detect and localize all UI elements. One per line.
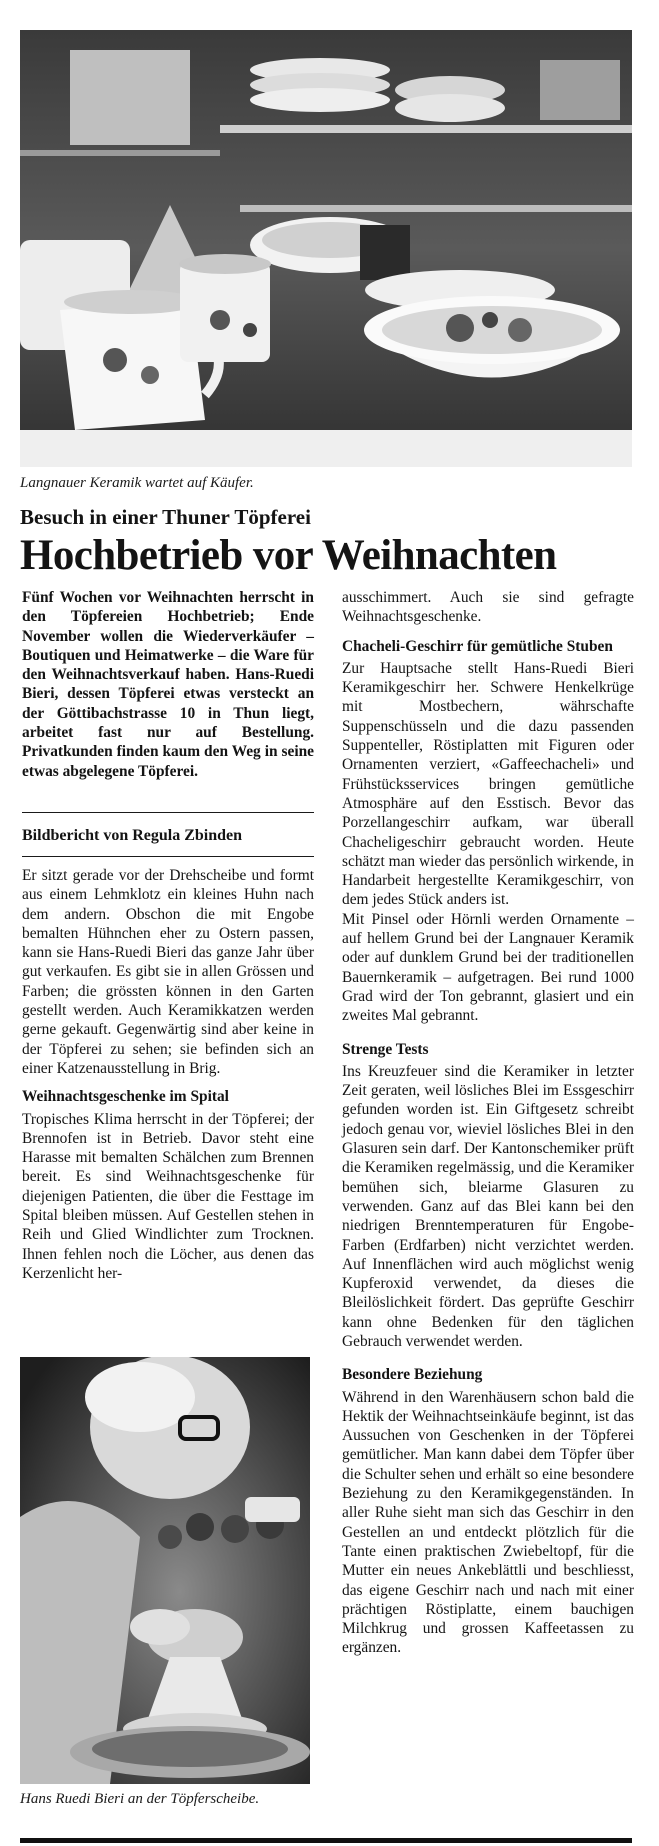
section-heading: Besondere Beziehung (342, 1366, 483, 1384)
section-paragraph: Zur Hauptsache stellt Hans-Ruedi Bieri Keramikgeschirr her. Schwere Henkelkrüge mit Mostbechern, währschafte Suppenschüsseln und die dazu passenden Suppenteller, Röstiplatten mit Figuren oder Ornamenten verziert, «Gaffeechacheli» und Frühstücksservices bringen gemütliche Atmosphäre auf den Esstisch. Bevor das Porzellangeschirr aufkam, war überall Chacheligeschirr gebraucht worden. Heute schätzt man wieder das persönlich wirkende, in Handarbeit hergestellte Keramikgeschirr, von dem jedes Stück anders ist. (342, 659, 634, 909)
pottery-photo (20, 30, 632, 467)
byline: Bildbericht von Regula Zbinden (22, 827, 243, 844)
divider (22, 812, 314, 813)
lead-paragraph: Fünf Wochen vor Weihnachten herrscht in den Töpfereien Hochbetrieb; Ende November wollen die Wiederverkäufer – Boutiquen und Heimatwerke – die Ware für den Weihnachtsverkauf haben. Hans-Ruedi Bieri, dessen Töpferei etwas versteckt an der Göttibachstrasse 10 in Thun liegt, arbeitet fast nur auf Bestellung. Privatkunden finden kaum den Weg in seine etwas abgelegene Töpferei. (22, 589, 314, 780)
left-column-body (22, 866, 314, 1283)
divider (22, 856, 314, 857)
continued-paragraph: ausschimmert. Auch sie sind gefragte Weihnachtsgeschenke. (342, 589, 634, 626)
top-photo-caption: Langnauer Keramik wartet auf Käufer. (20, 475, 254, 491)
headline: Hochbetrieb vor Weihnachten (20, 532, 557, 579)
section-heading: Weihnachtsgeschenke im Spital (22, 1088, 229, 1106)
bottom-border (20, 1838, 632, 1843)
potter-photo (20, 1357, 310, 1784)
intro-paragraph: Er sitzt gerade vor der Drehscheibe und formt aus einem Lehmklotz ein kleines Huhn nach dem andern. Obschon die mit Engobe bemalten Hühnchen eher zu Ostern passen, kann sie Hans-Ruedi Bieri das ganze Jahr über gut verkaufen. Es gibt sie in allen Grössen und Farben; die grössten können in den Garten gestellt werden. Auch Keramikkatzen werden gerne gekauft. Gegenwärtig sind aber keine in der Töpferei zu sehen; sie befinden sich an einer Katzenausstellung in Brig. (22, 867, 314, 1077)
section-paragraph: Mit Pinsel oder Hörnli werden Ornamente – auf hellem Grund bei der Langnauer Keramik oder auf dunklem Grund bei der traditionellen Bauernkeramik – aufgetragen. Bei rund 1000 Grad wird der Ton gebrannt, glasiert und ein zweites Mal gebrannt. (342, 910, 634, 1025)
kicker: Besuch in einer Thuner Töpferei (20, 505, 311, 529)
section-paragraph: Tropisches Klima herrscht in der Töpferei; der Brennofen ist in Betrieb. Davor steht eine Harasse mit bemalten Schälchen zum Brennen bereit. Es sind Weihnachtsgeschenke für diejenigen Patienten, die über die Festtage im Spital bleiben müssen. Auf Gestellen stehen in Reih und Glied Windlichter zum Trocknen. Ihnen fehlen noch die Löcher, aus denen das Kerzenlicht her- (22, 1110, 314, 1282)
section-heading: Chacheli-Geschirr für gemütliche Stuben (342, 637, 613, 655)
section-paragraph: Ins Kreuzfeuer sind die Keramiker in letzter Zeit geraten, weil lösliches Blei im Essgeschirr gefunden worden ist. Ein Giftgesetz schreibt jedoch genau vor, wieviel lösliches Blei in den Glasuren sein darf. Der Kantonschemiker prüft die Keramiken regelmässig, und die Keramiker bemühen sich, bleiarme Glasuren zu verwenden. Ganz auf das Blei kann bei den niedrigen Brenntemperaturen für Engobe-Farben (Erdfarben) nicht verzichtet werden. Auf Innenflächen wird auch möglichst wenig Kupferoxid verwendet, da dieses die Bleilöslichkeit fördert. Das geprüfte Geschirr kann ohne Bedenken für den täglichen Gebrauch verwendet werden. (342, 1062, 634, 1350)
left-column (22, 588, 314, 781)
bottom-photo-caption: Hans Ruedi Bieri an der Töpferscheibe. (20, 1791, 260, 1807)
section-heading: Strenge Tests (342, 1040, 429, 1058)
right-column (342, 588, 634, 1658)
section-paragraph: Während in den Warenhäusern schon bald die Hektik der Weihnachtseinkäufe beginnt, ist das Aussuchen von Geschenken in der Töpferei gemütlicher. Man kann dabei dem Töpfer über die Schulter sehen und erhält so eine besondere Beziehung zu den Keramikgegenständen. In aller Ruhe sieht man sich das Geschirr in den Gestellen an und entdeckt plötzlich für die Tante einen praktischen Zwiebeltopf, für die Mutter ein neues Ankeblättli und beschliesst, das eigene Geschirr nach und nach mit einer prächtigen Röstiplatte, einem bauchigen Milchkrug und grossen Kaffeetassen zu ergänzen. (342, 1388, 634, 1657)
